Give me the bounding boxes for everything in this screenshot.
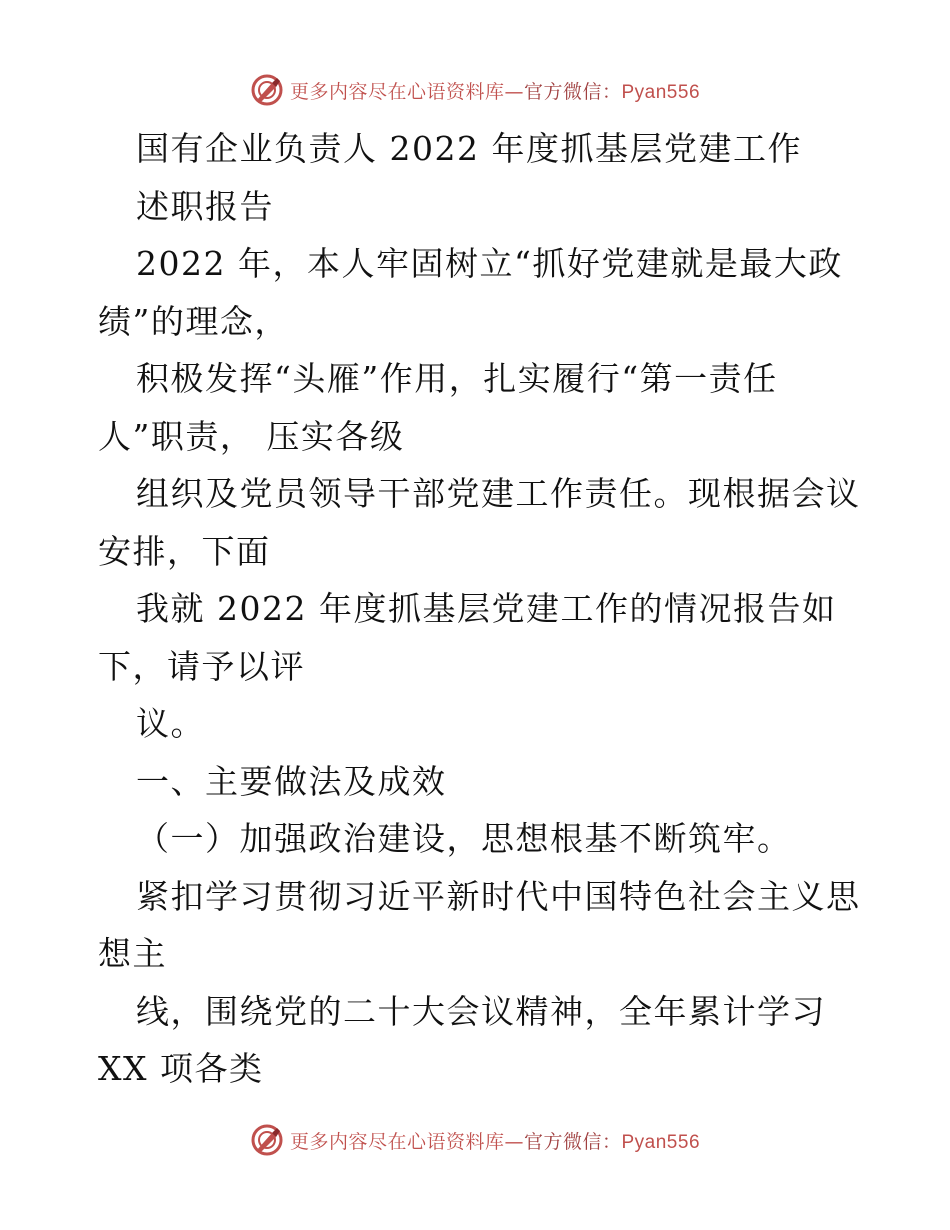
text-line: 议。 [136,704,205,743]
text-line: 安排，下面 [98,531,271,571]
text-line: 紧扣学习贯彻习近平新时代中国特色社会主义思 [136,876,861,916]
text-line: 绩”的理念， [98,301,289,341]
pen-logo-icon [250,1123,284,1157]
watermark-text: 更多内容尽在心语资料库—官方微信：Pyan556 [289,80,701,103]
watermark-text: 更多内容尽在心语资料库—官方微信：Pyan556 [289,1130,701,1153]
text-line: 积极发挥“头雁”作用，扎实履行“第一责任 [136,359,778,398]
text-line: XX 项各类 [98,1049,264,1088]
text-line: 下，请予以评 [98,646,305,686]
text-line: 2022 年，本人牢固树立“抓好党建就是最大政 [136,244,843,283]
text-line: （一）加强政治建设，思想根基不断筑牢。 [136,819,792,858]
report-body [98,120,868,1098]
text-line: 国有企业负责人 2022 年度抓基层党建工作 [136,129,802,168]
footer-watermark [0,1120,950,1160]
text-line: 组织及党员领导干部党建工作责任。现根据会议 [136,474,861,513]
pen-logo-icon [250,73,284,107]
text-line: 述职报告 [136,186,274,226]
text-line: 我就 2022 年度抓基层党建工作的情况报告如 [136,589,837,628]
text-line: 线，围绕党的二十大会议精神，全年累计学习 [136,991,826,1031]
text-line: 想主 [98,934,167,973]
text-line: 人”职责， 压实各级 [98,416,405,456]
text-line: 一、主要做法及成效 [136,761,447,801]
header-watermark [0,70,950,110]
